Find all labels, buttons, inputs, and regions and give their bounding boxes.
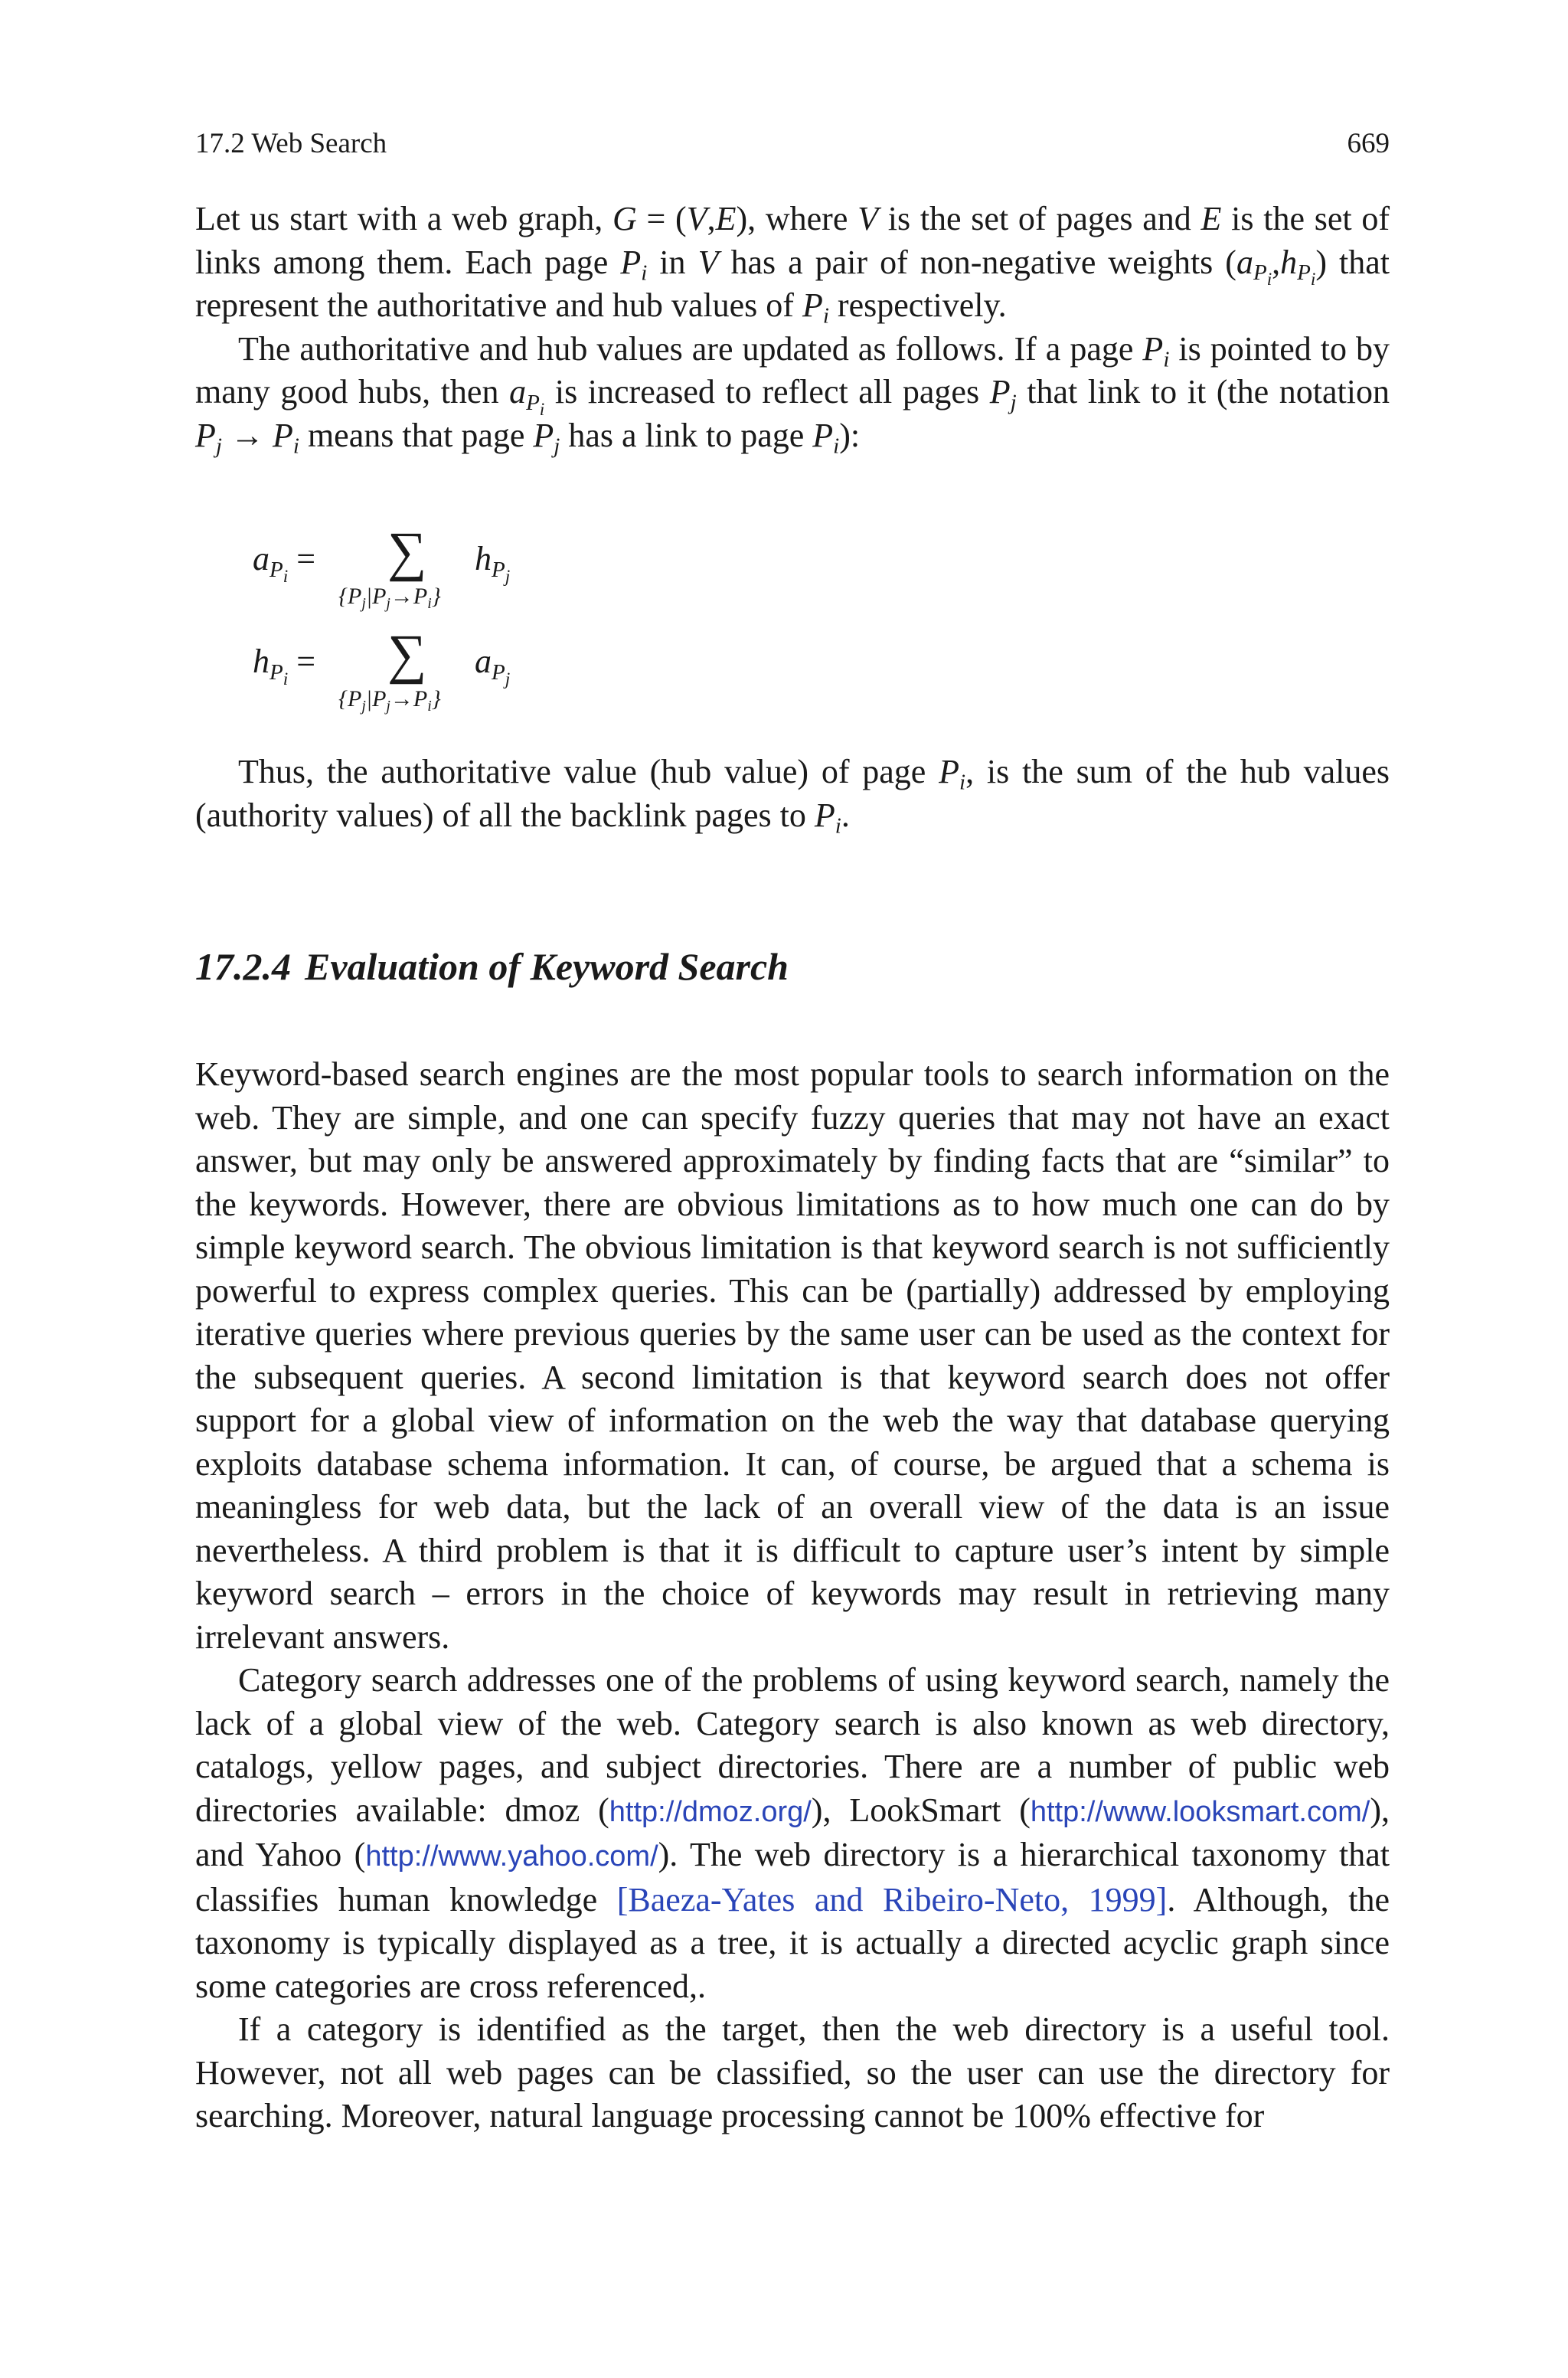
- summation-index: $\{P_j|P_j\to P_i\}$: [338, 584, 441, 612]
- paragraph-category-search: Category search addresses one of the problems of using keyword search, namely the lack of a global view of the web. Category search is also known as web directory, catalogs, yellow pages, and subject directories. There are a number of public web directories available: dmoz (http://dmoz.org/), LookSmart (http://www.looksmart.com/), and Yahoo (http://www.yahoo.com/). The web directory is a hierarchical taxonomy that classifies human knowledge [Baeza-Yates and Ribeiro-Neto, 1999]. Although, the taxonomy is typically displayed as a tree, it is actually a directed acyclic graph since some categories are cross referenced,.: [195, 1661, 1390, 2005]
- paragraph-keyword-search: Keyword-based search engines are the most popular tools to search information on the web. They are simple, and one can specify fuzzy queries that may not have an exact answer, but may only be answered approximately by finding facts that are “similar” to the keywords. However, there are obvious limitations as to how much one can do by simple keyword search. The obvious limitation is that keyword search is not sufficiently powerful to express complex queries. This can be (partially) addressed by employing iterative queries where previous queries by the same user can be used as the context for the subsequent queries. A second limitation is that keyword search does not offer support for a global view of information on the web the way that database querying exploits database schema information. It can, of course, be argued that a schema is meaningless for web data, but the lack of an overall view of the data is an issue nevertheless. A third problem is that it is difficult to capture user’s intent by simple keyword search – errors in the choice of keywords may result in retrieving many irrelevant answers.: [195, 1055, 1390, 1656]
- paragraph-directory-target: If a category is identified as the target, then the web directory is a useful tool. However, not all web pages can be classified, so the user can use the directory for searching. Moreover, natural language processing cannot be 100% effective for: [195, 2010, 1390, 2134]
- section-heading: [195, 944, 789, 989]
- link-yahoo[interactable]: http://www.yahoo.com/: [365, 1840, 658, 1873]
- paragraph-web-graph: Let us start with a web graph, G = (V,E), where V is the set of pages and E is the set of links among them. Each page $P_i$ in V has a pair of non-negative weights $(a_{P_i},h_{P_i})$ that represent the authoritative and hub values of $P_i$ respectively.: [195, 200, 1390, 329]
- section-number: 17.2.4: [195, 945, 291, 988]
- link-dmoz[interactable]: http://dmoz.org/: [609, 1795, 812, 1828]
- equation-authority-term: $h_{P_j}$: [475, 540, 511, 587]
- paragraph-update-rule: The authoritative and hub values are updated as follows. If a page $P_i$ is pointed to by many good hubs, then $a_{P_i}$ is increased to reflect all pages $P_j$ that link to it (the notation $P_j \to P_i$ means that page $P_j$ has a link to page $P_i$):: [195, 329, 1390, 459]
- equation-hub-lhs: $h_{P_i}$ =: [253, 643, 316, 689]
- page-number: 669: [1347, 128, 1390, 159]
- section-title: Evaluation of Keyword Search: [305, 945, 789, 988]
- summation-symbol: ∑: [387, 623, 427, 685]
- running-head-section: 17.2 Web Search: [195, 128, 387, 159]
- citation-baeza-yates[interactable]: [Baeza-Yates and Ribeiro-Neto, 1999]: [616, 1880, 1168, 1918]
- section-body: [195, 1053, 1390, 2138]
- paragraph-backlinks: Thus, the authoritative value (hub value) of page $P_i$, is the sum of the hub values (authority values) of all the backlink pages to $P_i$.: [195, 753, 1390, 839]
- equation-hub-term: $a_{P_j}$: [475, 643, 511, 689]
- summation-symbol: ∑: [387, 521, 427, 582]
- summation-index: $\{P_j|P_j\to P_i\}$: [338, 686, 441, 715]
- running-head: [195, 127, 1390, 161]
- intro-block: [195, 198, 1390, 457]
- link-looksmart[interactable]: http://www.looksmart.com/: [1030, 1795, 1370, 1828]
- after-equation-block: [195, 751, 1390, 837]
- equation-authority-lhs: $a_{P_i}$ =: [253, 540, 316, 587]
